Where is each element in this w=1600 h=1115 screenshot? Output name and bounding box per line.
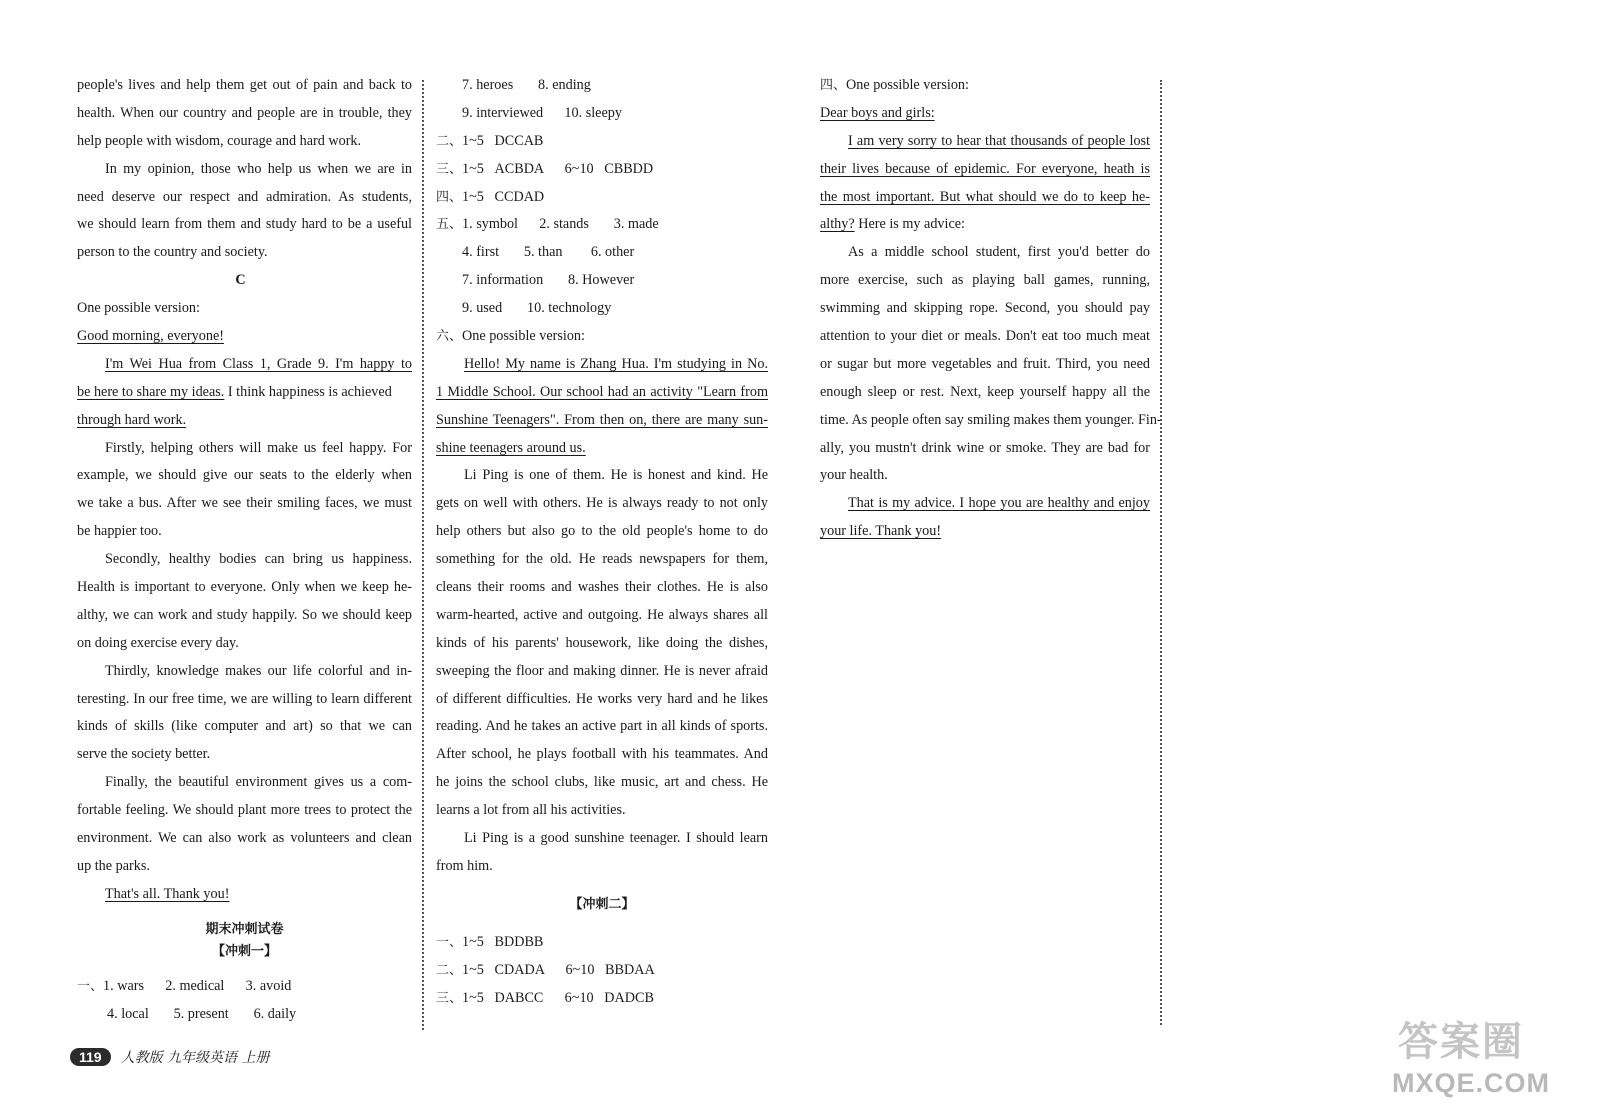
text-line: be happier too. xyxy=(77,523,162,540)
text-line: your life. Thank you! xyxy=(820,523,942,540)
text-line: up the parks. xyxy=(77,857,150,874)
sprint-two-heading: 【冲刺二】 xyxy=(569,896,635,912)
text-line: althy, we can work and study happily. So we should keep xyxy=(77,606,412,623)
text-line: be here to share my ideas. I think happiness is achieved xyxy=(77,383,392,400)
text-line: health. When our country and people are in trouble, they xyxy=(77,104,412,121)
text-line: learns a lot from all his activities. xyxy=(436,802,626,819)
text-line: 1 Middle School. Our school had an activity "Learn from xyxy=(436,383,768,400)
text-line: I'm Wei Hua from Class 1, Grade 9. I'm happy to xyxy=(105,355,412,372)
text-line: serve the society better. xyxy=(77,746,211,763)
answer-line: 4. first 5. than 6. other xyxy=(462,244,635,261)
answer-line: 二、1~5 DCCAB xyxy=(436,132,544,149)
text-line: person to the country and society. xyxy=(77,244,268,261)
text-line: time. As people often say smiling makes them younger. Fin- xyxy=(820,411,1162,428)
column-left xyxy=(77,72,412,1029)
page-footer xyxy=(70,1044,270,1070)
answer-line: 四、1~5 CCDAD xyxy=(436,188,545,205)
column-middle xyxy=(436,72,768,1012)
text-line: gets on well with others. He is always ready to not only xyxy=(436,495,768,512)
text-line: Li Ping is one of them. He is honest and kind. He xyxy=(464,467,768,484)
text-line: we take a bus. After we see their smiling faces, we must xyxy=(77,495,412,512)
text-line: people's lives and help them get out of pain and back to xyxy=(77,77,412,93)
text-line: something for the old. He reads newspapers for them, xyxy=(436,551,768,568)
text-line: help people with wisdom, courage and hard work. xyxy=(77,132,362,149)
column-right xyxy=(820,72,1162,546)
text-line: As a middle school student, first you'd better do xyxy=(848,244,1150,261)
answer-line: 五、1. symbol 2. stands 3. made xyxy=(436,216,659,233)
closing: That's all. Thank you! xyxy=(105,885,230,902)
text-line: we should learn from them and study hard to be a useful xyxy=(77,216,412,233)
text-line: Hello! My name is Zhang Hua. I'm studying in No. xyxy=(464,355,768,372)
salutation: Dear boys and girls: xyxy=(820,104,935,121)
text-line: example, we should give our seats to the elderly when xyxy=(77,467,412,484)
answer-line: 7. heroes 8. ending xyxy=(462,77,591,93)
answer-line: 7. information 8. However xyxy=(462,272,635,289)
watermark-url: MXQE.COM xyxy=(1392,1068,1551,1098)
text-line: Secondly, healthy bodies can bring us happiness. xyxy=(105,551,412,568)
text-line: reading. And he takes an active part in all kinds of sports. xyxy=(436,718,768,735)
text-line: I am very sorry to hear that thousands of people lost xyxy=(848,132,1150,149)
text-line: the most important. But what should we do to keep he- xyxy=(820,188,1150,205)
text-line: warm-hearted, active and outgoing. He always shares all xyxy=(436,606,768,623)
book-title: 人教版 九年级英语 上册 xyxy=(120,1050,270,1066)
paragraph-continuation xyxy=(77,72,412,156)
possible-version-label: 六、One possible version: xyxy=(436,328,585,345)
text-line: swimming and skipping rope. Second, you should pay xyxy=(820,300,1150,317)
text-line: he joins the school clubs, like music, art and chess. He xyxy=(436,774,768,791)
text-line: Sunshine Teenagers". From then on, there are many sun- xyxy=(436,411,768,428)
answer-line: 一、1~5 BDDBB xyxy=(436,933,544,950)
text-line: need deserve our respect and admiration. As students, xyxy=(77,188,412,205)
text-line: Health is important to everyone. Only when we keep he- xyxy=(77,579,412,596)
text-line: or sugar but more vegetables and fruit. Third, you need xyxy=(820,355,1150,372)
paragraph-opinion xyxy=(77,156,412,268)
answer-line: 9. interviewed 10. sleepy xyxy=(462,104,622,121)
text-line: environment. We can also work as volunteers and clean xyxy=(77,830,412,847)
text-line: kinds of his parents' housework, like doing the dishes, xyxy=(436,634,768,651)
text-line: After school, he plays football with his teammates. And xyxy=(436,746,768,763)
text-line: through hard work. xyxy=(77,411,187,428)
text-line: Firstly, helping others will make us feel happy. For xyxy=(105,439,412,456)
watermark-logo-text: 答案圈 xyxy=(1398,1019,1524,1065)
text-line: shine teenagers around us. xyxy=(436,439,586,456)
text-line: more exercise, such as playing ball games, running, xyxy=(820,272,1150,289)
column-divider xyxy=(422,80,424,1030)
text-line: fortable feeling. We should plant more trees to protect the xyxy=(77,802,412,819)
answer-line: 二、1~5 CDADA 6~10 BBDAA xyxy=(436,961,655,978)
answer-line: 9. used 10. technology xyxy=(462,300,612,317)
exam-title: 期末冲刺试卷 xyxy=(205,921,284,937)
text-line: That is my advice. I hope you are healthy and enjoy xyxy=(848,495,1150,512)
answer-line: 4. local 5. present 6. daily xyxy=(107,1005,297,1022)
text-line: enough sleep or rest. Next, keep yourself happy all the xyxy=(820,383,1150,400)
possible-version-label: 四、One possible version: xyxy=(820,77,969,93)
text-line: ally, you mustn't drink wine or smoke. They are bad for xyxy=(820,439,1150,456)
answer-line: 一、1. wars 2. medical 3. avoid xyxy=(77,977,292,994)
text-line: teresting. In our free time, we are willing to learn different xyxy=(77,690,412,707)
text-line: Thirdly, knowledge makes our life colorful and in- xyxy=(105,662,412,679)
text-line: your health. xyxy=(820,467,888,484)
text-line: In my opinion, those who help us when we are in xyxy=(105,160,412,177)
text-line: from him. xyxy=(436,857,493,874)
text-line: kinds of skills (like computer and art) so that we can xyxy=(77,718,412,735)
sprint-one-heading: 【冲刺一】 xyxy=(211,943,277,959)
text-line: of different difficulties. He works very hard and he likes xyxy=(436,690,768,707)
text-line: attention to your diet or meals. Don't eat too much meat xyxy=(820,328,1150,345)
page-number: 119 xyxy=(70,1048,111,1066)
text-line: Li Ping is a good sunshine teenager. I should learn xyxy=(464,830,768,847)
column-divider xyxy=(1160,80,1162,1025)
answer-line: 三、1~5 DABCC 6~10 DADCB xyxy=(436,989,654,1006)
text-line: althy? Here is my advice: xyxy=(820,216,965,233)
possible-version-label: One possible version: xyxy=(77,300,200,317)
text-line: their lives because of epidemic. For everyone, heath is xyxy=(820,160,1150,177)
text-line: cleans their rooms and washes their clothes. He is also xyxy=(436,579,768,596)
section-heading-c: C xyxy=(235,272,246,289)
text-line: sweeping the floor and making dinner. He is never afraid xyxy=(436,662,768,679)
answer-line: 三、1~5 ACBDA 6~10 CBBDD xyxy=(436,160,654,177)
text-line: help others but also go to the old people's home to do xyxy=(436,523,768,540)
text-line: Finally, the beautiful environment gives us a com- xyxy=(105,774,412,791)
text-line: on doing exercise every day. xyxy=(77,634,239,651)
greeting: Good morning, everyone! xyxy=(77,328,224,345)
